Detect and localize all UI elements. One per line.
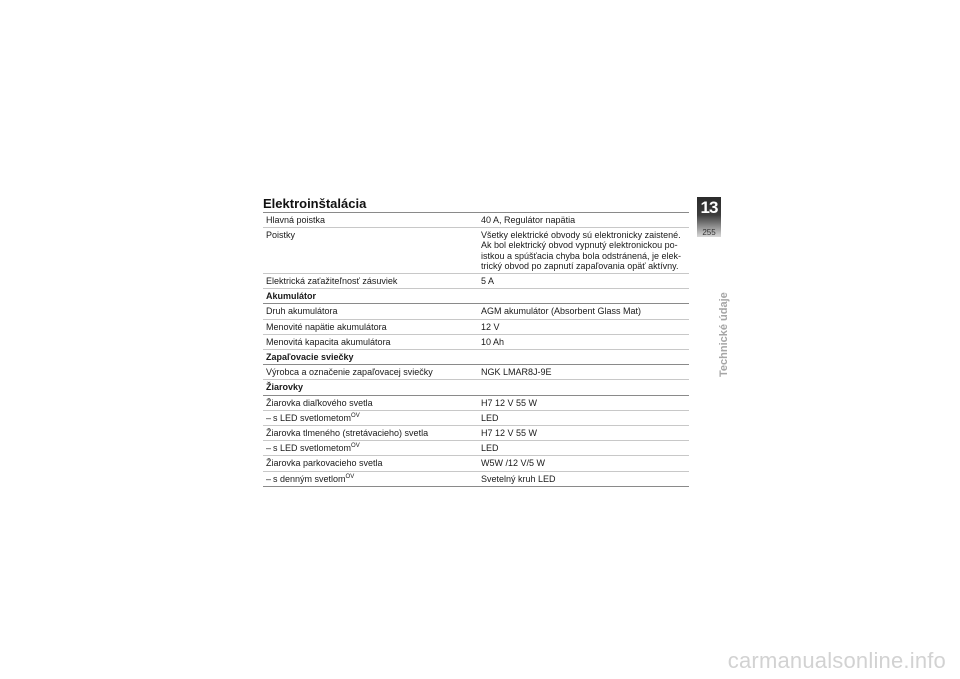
row-label: Výrobca a označenie zapaľovacej sviečky	[263, 365, 478, 380]
row-label: Druh akumulátora	[263, 304, 478, 319]
row-value: LED	[478, 441, 689, 456]
table-row	[263, 365, 689, 380]
row-label-sub	[263, 410, 478, 425]
dash: –	[266, 412, 272, 423]
row-value: W5W /12 V/5 W	[478, 456, 689, 471]
table-row	[263, 395, 689, 410]
electrical-spec-table	[263, 212, 689, 487]
row-label: Menovité napätie akumulátora	[263, 319, 478, 334]
dash: –	[266, 473, 272, 484]
option-superscript: OV	[345, 473, 355, 480]
section-title: Elektroinštalácia	[263, 196, 367, 211]
table-row	[263, 274, 689, 289]
row-value: NGK LMAR8J-9E	[478, 365, 689, 380]
page-number: 255	[702, 228, 716, 237]
row-value: AGM akumulátor (Absorbent Glass Mat)	[478, 304, 689, 319]
row-value: 5 A	[478, 274, 689, 289]
sub-label-text: s LED svetlometom	[273, 412, 352, 423]
sub-label-text: s LED svetlometom	[273, 443, 352, 454]
table-row	[263, 410, 689, 425]
row-label: Menovitá kapacita akumulátora	[263, 334, 478, 349]
chapter-number: 13	[700, 198, 718, 217]
group-heading: Akumulátor	[263, 289, 689, 304]
row-label: Žiarovka tlmeného (stretávacieho) svetla	[263, 426, 478, 441]
table-row	[263, 228, 689, 274]
row-value: H7 12 V 55 W	[478, 426, 689, 441]
table-row	[263, 319, 689, 334]
table-row	[263, 334, 689, 349]
row-label: Hlavná poistka	[263, 213, 478, 228]
row-value: Svetelný kruh LED	[478, 471, 689, 486]
table-row	[263, 471, 689, 486]
table-row	[263, 441, 689, 456]
row-value: Všetky elektrické obvody sú elektronicky zaistené. Ak bol elektrický obvod vypnutý elektronickou po-istkou a spúšťacia chyba bola odstránená, je elek-trický obvod po zapnutí zapaľovania opäť aktívny.	[478, 228, 689, 274]
row-value: H7 12 V 55 W	[478, 395, 689, 410]
group-heading: Zapaľovacie sviečky	[263, 350, 689, 365]
group-heading: Žiarovky	[263, 380, 689, 395]
row-label: Poistky	[263, 228, 478, 274]
option-superscript: OV	[351, 412, 360, 419]
watermark: carmanualsonline.info	[727, 648, 946, 673]
row-label-sub	[263, 471, 478, 486]
row-value: 12 V	[478, 319, 689, 334]
row-value: 10 Ah	[478, 334, 689, 349]
dash: –	[266, 443, 272, 454]
row-value: 40 A, Regulátor napätia	[478, 213, 689, 228]
row-value: LED	[478, 410, 689, 425]
table-row	[263, 426, 689, 441]
group-header-row	[263, 289, 689, 304]
row-label-sub	[263, 441, 478, 456]
row-label: Žiarovka parkovacieho svetla	[263, 456, 478, 471]
option-superscript: OV	[351, 443, 360, 450]
group-header-row	[263, 350, 689, 365]
table-row	[263, 456, 689, 471]
row-label: Elektrická zaťažiteľnosť zásuviek	[263, 274, 478, 289]
group-header-row	[263, 380, 689, 395]
sub-label-text: s denným svetlom	[273, 473, 346, 484]
row-label: Žiarovka diaľkového svetla	[263, 395, 478, 410]
table-row	[263, 304, 689, 319]
chapter-side-title: Technické údaje	[718, 292, 730, 377]
table-row	[263, 213, 689, 228]
